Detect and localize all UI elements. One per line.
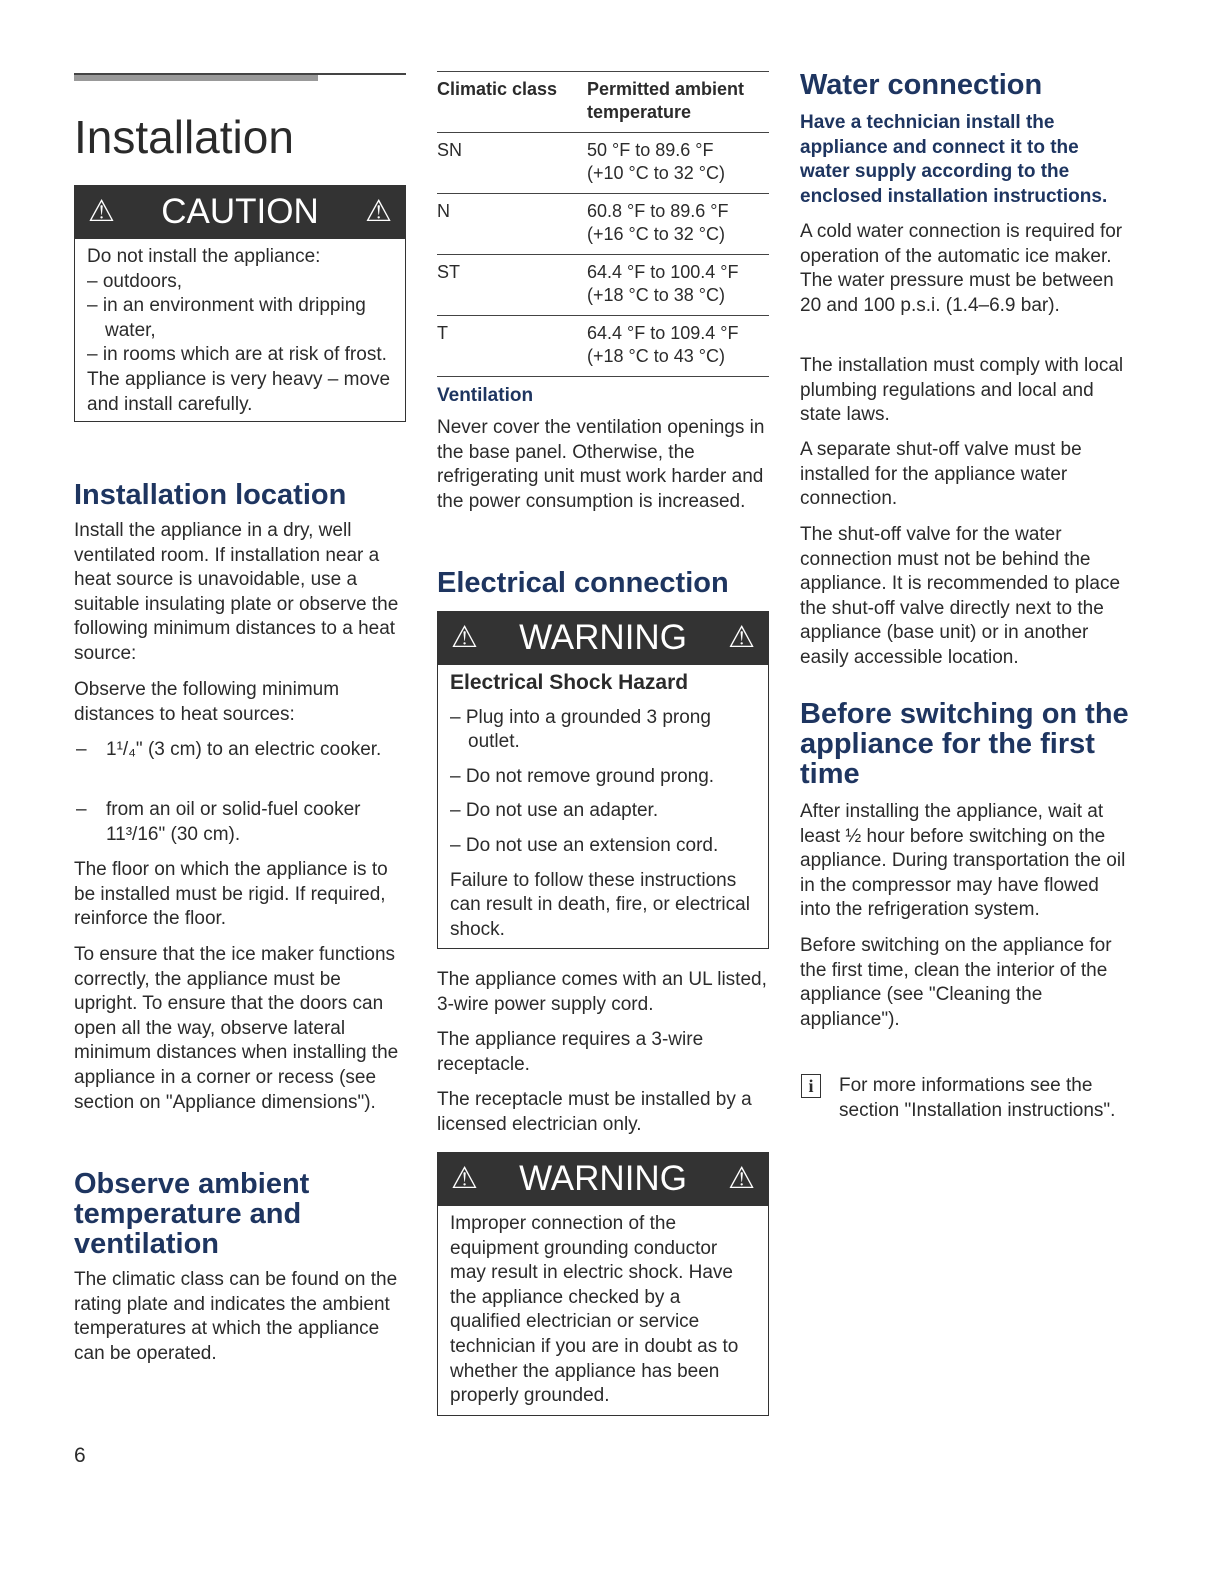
column-header: Climatic class xyxy=(437,72,587,133)
paragraph: The appliance comes with an UL listed, 3-wire power supply cord. xyxy=(437,969,767,1015)
warning-triangle-icon: ⚠ xyxy=(728,620,755,654)
table-header-row xyxy=(437,72,769,133)
paragraph: Never cover the ventilation openings in the base panel. Otherwise, the refrigerating unit must work harder and the power consumption is increased. xyxy=(437,417,765,512)
section-heading: Before switching on the appliance for the first time xyxy=(800,698,1129,790)
page-number: 6 xyxy=(74,1444,86,1467)
subheading: Ventilation xyxy=(437,385,534,406)
section-heading: Electrical connection xyxy=(437,567,729,599)
warning-header xyxy=(437,611,769,665)
caution-body xyxy=(74,239,406,422)
warning-body xyxy=(437,665,769,949)
warning-item: – Do not use an extension cord. xyxy=(450,834,719,856)
paragraph: A separate shut-off valve must be installed for the appliance water connection. xyxy=(800,439,1082,510)
caution-line: – in rooms which are at risk of frost. xyxy=(87,344,387,366)
paragraph: The floor on which the appliance is to be installed must be rigid. If required, reinforce the floor. xyxy=(74,859,388,930)
info-icon: i xyxy=(801,1074,821,1098)
info-note xyxy=(800,1074,1130,1123)
warning-header xyxy=(437,1152,769,1206)
warning-triangle-icon: ⚠ xyxy=(88,194,115,228)
list-item-text: from an oil or solid-fuel cooker 11³/16" (30 cm). xyxy=(106,799,361,845)
warning-triangle-icon: ⚠ xyxy=(451,620,478,654)
right-column xyxy=(800,0,1130,1585)
table-row xyxy=(437,133,769,194)
caution-box xyxy=(74,185,406,422)
paragraph: The climatic class can be found on the rating plate and indicates the ambient temperatures at which the appliance can be operated. xyxy=(74,1269,398,1364)
paragraph: The shut-off valve for the water connection must not be behind the appliance. It is recommended to place the shut-off valve directly next to the appliance (base unit) or in another easily accessible location. xyxy=(800,524,1121,668)
section-heading: Water connection xyxy=(800,69,1043,101)
temperature-cell: 64.4 °F to 109.4 °F (+18 °C to 43 °C) xyxy=(587,316,769,377)
climate-class: ST xyxy=(437,255,587,316)
left-column xyxy=(74,0,406,1585)
warning-label: WARNING xyxy=(519,1158,687,1198)
paragraph: Before switching on the appliance for the first time, clean the interior of the appliance (see "Cleaning the appliance"). xyxy=(800,935,1112,1030)
climate-class: N xyxy=(437,194,587,255)
paragraph: The installation must comply with local plumbing regulations and local and state laws. xyxy=(800,355,1124,426)
lead-paragraph: Have a technician install the appliance and connect it to the water supply according to the enclosed installation instructions. xyxy=(800,112,1108,207)
warning-label: WARNING xyxy=(519,617,687,657)
section-heading: Observe ambient temperature and ventilation xyxy=(74,1168,310,1260)
warning-body xyxy=(437,1206,769,1416)
warning-triangle-icon: ⚠ xyxy=(728,1161,755,1195)
climate-class: T xyxy=(437,316,587,377)
paragraph: Observe the following minimum distances to heat sources: xyxy=(74,679,340,725)
table-row xyxy=(437,194,769,255)
paragraph: Install the appliance in a dry, well ventilated room. If installation near a heat source is unavoidable, use a suitable insulating plate or observe the following minimum distances to a heat source: xyxy=(74,520,399,664)
table-row xyxy=(437,255,769,316)
warning-footer: Failure to follow these instructions can result in death, fire, or electrical shock. xyxy=(450,869,750,940)
list-item: – 1¹/₄" (3 cm) to an electric cooker. xyxy=(76,739,382,760)
list-item: – from an oil or solid-fuel cooker 11³/16" (30 cm). xyxy=(76,799,361,845)
caution-line: Do not install the appliance: xyxy=(87,246,321,267)
warning-box xyxy=(437,1152,769,1416)
warning-triangle-icon: ⚠ xyxy=(365,194,392,228)
paragraph: The appliance requires a 3-wire receptacle. xyxy=(437,1029,704,1075)
caution-label: CAUTION xyxy=(161,191,319,231)
warning-triangle-icon: ⚠ xyxy=(451,1161,478,1195)
warning-box xyxy=(437,611,769,949)
warning-item: – Do not remove ground prong. xyxy=(450,765,715,787)
temperature-cell: 50 °F to 89.6 °F (+10 °C to 32 °C) xyxy=(587,133,769,194)
list-item-text: 1¹/₄" (3 cm) to an electric cooker. xyxy=(106,739,382,760)
caution-line: – outdoors, xyxy=(87,270,183,292)
caution-header xyxy=(74,185,406,239)
table-row xyxy=(437,316,769,377)
climate-class: SN xyxy=(437,133,587,194)
temperature-cell: 64.4 °F to 100.4 °F (+18 °C to 38 °C) xyxy=(587,255,769,316)
paragraph: After installing the appliance, wait at least ½ hour before switching on the appliance. During transportation the oil in the compressor may have flowed into the refrigeration system. xyxy=(800,801,1126,921)
note-text: For more informations see the section "Installation instructions". xyxy=(839,1075,1116,1121)
paragraph: The receptacle must be installed by a licensed electrician only. xyxy=(437,1089,752,1135)
caution-line: – in an environment with dripping water, xyxy=(87,295,366,341)
warning-item: – Plug into a grounded 3 prong outlet. xyxy=(450,706,711,753)
paragraph: To ensure that the ice maker functions correctly, the appliance must be upright. To ensure that the doors can open all the way, observe lateral minimum distances when installing the appliance in a corner or recess (see section on "Appliance dimensions"). xyxy=(74,944,399,1113)
warning-item: – Do not use an adapter. xyxy=(450,800,659,822)
paragraph: A cold water connection is required for operation of the automatic ice maker. The water pressure must be between 20 and 100 p.s.i. (1.4–6.9 bar). xyxy=(800,221,1123,316)
section-heading: Installation location xyxy=(74,479,347,511)
warning-subhead: Electrical Shock Hazard xyxy=(450,671,689,694)
caution-line: The appliance is very heavy – move and install carefully. xyxy=(87,368,391,415)
temperature-cell: 60.8 °F to 89.6 °F (+16 °C to 32 °C) xyxy=(587,194,769,255)
column-header: Permitted ambient temperature xyxy=(587,72,769,133)
page-title: Installation xyxy=(74,111,294,163)
climate-table xyxy=(437,71,769,377)
warning-text: Improper connection of the equipment grounding conductor may result in electric shock. Have the appliance checked by a qualified electrician or service technician if you are in doubt as to whether the appliance has been properly grounded. xyxy=(450,1213,739,1407)
middle-column xyxy=(437,0,769,1585)
